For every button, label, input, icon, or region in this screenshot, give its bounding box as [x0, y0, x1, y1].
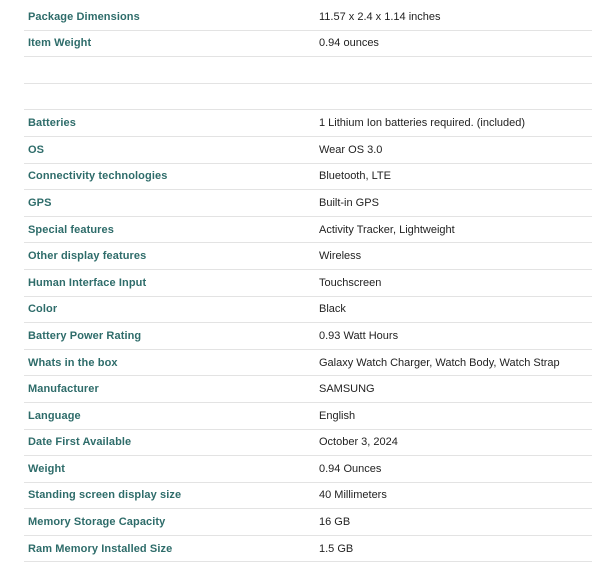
spec-key: Date First Available [28, 436, 132, 449]
spec-row [24, 217, 592, 244]
spec-key: Color [28, 303, 58, 316]
spec-key: Standing screen display size [28, 489, 182, 502]
spec-row [24, 403, 592, 430]
spec-key: Batteries [28, 117, 76, 130]
product-spec-table [24, 4, 592, 562]
spec-value: 0.94 Ounces [319, 462, 382, 475]
spec-row [24, 4, 592, 31]
spec-row [24, 483, 592, 510]
spec-key: Battery Power Rating [28, 329, 142, 342]
spec-value: Touchscreen [319, 276, 382, 289]
spec-row [24, 243, 592, 270]
spec-value: October 3, 2024 [319, 436, 398, 449]
spec-key: Other display features [28, 250, 147, 263]
spec-value: SAMSUNG [319, 383, 375, 396]
spec-key: Manufacturer [28, 383, 99, 396]
spec-row [24, 110, 592, 137]
spec-value: Galaxy Watch Charger, Watch Body, Watch Strap [319, 356, 560, 369]
spec-key: Human Interface Input [28, 276, 147, 289]
spec-value: 1 Lithium Ion batteries required. (included) [319, 117, 526, 130]
spec-row [24, 31, 592, 58]
spec-key: GPS [28, 196, 52, 209]
spec-row [24, 297, 592, 324]
spec-row [24, 456, 592, 483]
spec-row [24, 509, 592, 536]
spec-key: Ram Memory Installed Size [28, 542, 173, 555]
spec-value: Activity Tracker, Lightweight [319, 223, 455, 236]
spec-row [24, 84, 592, 111]
spec-key: Item Weight [28, 37, 92, 50]
spec-value: 16 GB [319, 516, 351, 529]
spec-row [24, 270, 592, 297]
spec-row [24, 350, 592, 377]
spec-key: Special features [28, 223, 114, 236]
spec-row [24, 57, 592, 84]
spec-value: Black [319, 303, 346, 316]
spec-row [24, 323, 592, 350]
spec-key: Memory Storage Capacity [28, 516, 166, 529]
spec-value: Wireless [319, 250, 362, 263]
spec-key: Whats in the box [28, 356, 118, 369]
spec-row [24, 137, 592, 164]
spec-key: Connectivity technologies [28, 170, 168, 183]
spec-row [24, 190, 592, 217]
spec-row [24, 430, 592, 457]
spec-key: OS [28, 143, 45, 156]
spec-value: Built-in GPS [319, 196, 379, 209]
spec-row [24, 164, 592, 191]
spec-value: Bluetooth, LTE [319, 170, 391, 183]
spec-key: Weight [28, 462, 66, 475]
spec-key: Package Dimensions [28, 10, 140, 23]
spec-value: Wear OS 3.0 [319, 143, 383, 156]
spec-value: 0.93 Watt Hours [319, 329, 399, 342]
spec-row [24, 376, 592, 403]
spec-value: 0.94 ounces [319, 37, 379, 50]
spec-value: 40 Millimeters [319, 489, 387, 502]
spec-key: Language [28, 409, 81, 422]
spec-row [24, 536, 592, 563]
spec-value: English [319, 409, 356, 422]
spec-value: 11.57 x 2.4 x 1.14 inches [319, 10, 441, 23]
spec-value: 1.5 GB [319, 542, 354, 555]
